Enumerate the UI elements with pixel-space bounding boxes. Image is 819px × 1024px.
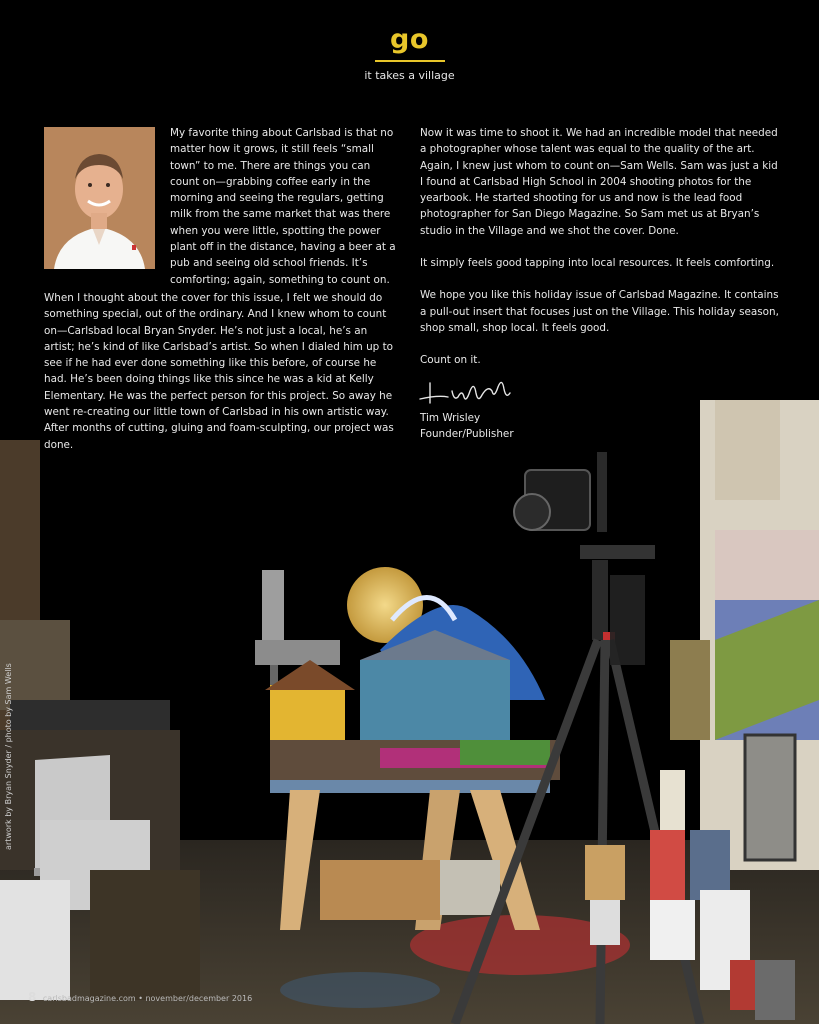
paragraph: Count on it. — [420, 354, 481, 367]
signoff-name: Tim Wrisley — [420, 412, 481, 424]
paragraph: It simply feels good tapping into local resources. It feels comforting. — [420, 257, 775, 270]
paragraph: We hope you like this holiday issue of Carlsbad Magazine. It contains a pull-out insert that focuses just on the Village. This holiday season, shop small, shop local. It feels good. — [420, 289, 779, 334]
article-column-2 — [420, 125, 780, 385]
paragraph: Now it was time to shoot it. We had an incredible model that needed a photographer whose talent was equal to the quality of the art. Again, I knew just whom to count on—Sam Wells. Sam was just a kid I found at Carlsbad High School in 2004 shooting photos for the yearbook. He started shooting for us and now is the lead food photographer for San Diego Magazine. So Sam met us at Bryan’s studio in the Village and we shot the cover. Done. — [420, 127, 778, 237]
paragraph: My favorite thing about Carlsbad is that no matter how it grows, it still feels “small town” to me. There are things you can count on—grabbing coffee early in the morning and seeing the regulars, getting milk from the same market that was there when you were little, spotting the power plant off in the distance, having a beer at a pub and seeing old school friends. It’s comforting; again, something to count on. — [170, 127, 396, 286]
article-column-1-intro — [170, 125, 400, 304]
photo-credit: artwork by Bryan Snyder / photo by Sam Wells — [4, 663, 13, 850]
signature — [418, 373, 518, 407]
page-footer — [28, 990, 252, 1004]
paragraph: When I thought about the cover for this issue, I felt we should do something special, out of the ordinary. And I knew whom to count on—Carlsbad local Bryan Snyder. He’s not just a local, he’s an artist; he’s kind of like Carlsbad’s artist. So when I dialed him up to see if he had ever done something like this before, of course he had. He’s been doing things like this since he was a kid at Kelly Elementary. He was the perfect person for this project. So away he went re-creating our little town of Carlsbad in his own artistic way. After months of cutting, gluing and foam-sculpting, our project was done. — [44, 292, 394, 451]
section-subtitle: it takes a village — [364, 69, 455, 82]
article-column-1-body — [44, 290, 400, 469]
author-portrait — [44, 127, 155, 269]
signoff-title: Founder/Publisher — [420, 428, 514, 440]
title-divider — [375, 60, 445, 62]
page-number: 8 — [28, 990, 37, 1004]
section-title: go — [390, 24, 429, 55]
footer-text: carlsbadmagazine.com • november/december 2016 — [42, 994, 253, 1003]
